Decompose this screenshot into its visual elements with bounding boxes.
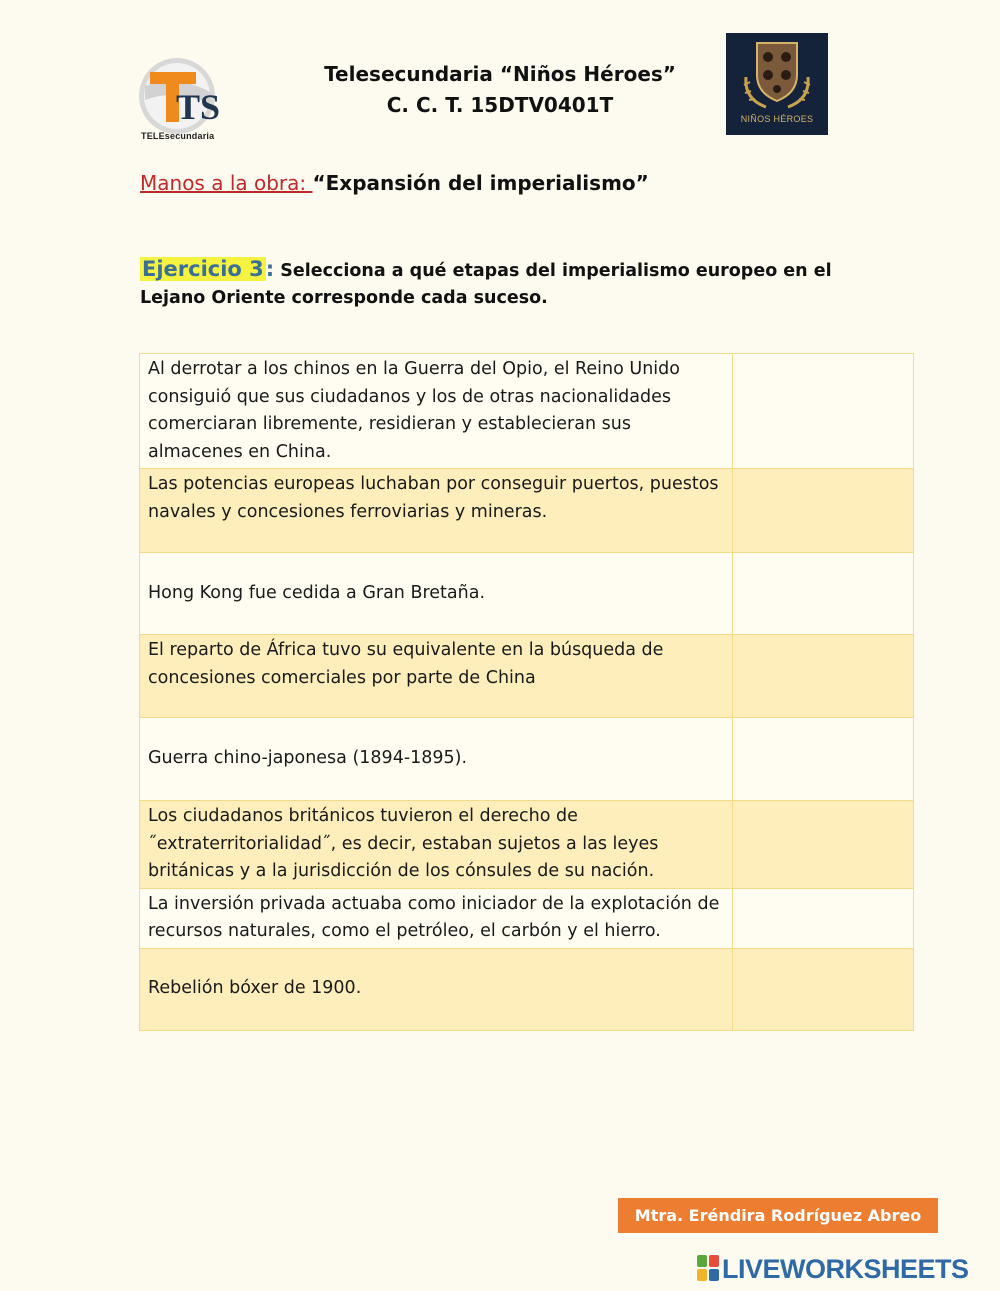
event-text: Hong Kong fue cedida a Gran Bretaña.	[140, 553, 733, 635]
ninos-heroes-crest	[726, 33, 828, 135]
stage-answer-box[interactable]	[733, 635, 914, 718]
table-row	[140, 354, 914, 469]
exercise-number: Ejercicio 3	[142, 257, 264, 281]
stage-answer-box[interactable]	[733, 718, 914, 801]
table-row	[140, 948, 914, 1030]
event-text: La inversión privada actuaba como iniciador de la explotación de recursos naturales, como el petróleo, el carbón y el hierro.	[140, 888, 733, 948]
stage-answer-box[interactable]	[733, 948, 914, 1030]
exercise-colon: :	[265, 257, 275, 281]
event-text: El reparto de África tuvo su equivalente en la búsqueda de concesiones comerciales por parte de China	[140, 635, 733, 718]
table-row	[140, 553, 914, 635]
logo-caption: TELEsecundaria	[141, 131, 215, 141]
table-row	[140, 801, 914, 889]
table-row	[140, 888, 914, 948]
table-row	[140, 635, 914, 718]
liveworksheets-logo-icon	[697, 1255, 719, 1285]
crest-caption: NIÑOS HÉROES	[740, 114, 814, 124]
event-text: Rebelión bóxer de 1900.	[140, 948, 733, 1030]
stage-answer-box[interactable]	[733, 553, 914, 635]
liveworksheets-brand	[697, 1254, 969, 1285]
teacher-name-badge: Mtra. Eréndira Rodríguez Abreo	[618, 1198, 938, 1233]
activity-title	[140, 171, 649, 195]
title-text: “Expansión del imperialismo”	[312, 171, 649, 195]
event-text: Guerra chino-japonesa (1894-1895).	[140, 718, 733, 801]
table-row	[140, 469, 914, 553]
exercise-text: Selecciona a qué etapas del imperialismo europeo en el Lejano Oriente corresponde cada suceso.	[140, 261, 832, 308]
school-code: C. C. T. 15DTV0401T	[386, 93, 614, 117]
event-text: Al derrotar a los chinos en la Guerra del Opio, el Reino Unido consiguió que sus ciudadanos y los de otras nacionalidades comerciaran libremente, residieran y establecieran sus almacenes en China.	[140, 354, 733, 469]
stage-answer-box[interactable]	[733, 801, 914, 889]
event-text: Los ciudadanos británicos tuvieron el derecho de ˝extraterritorialidad˝, es decir, estaban sujetos a las leyes británicas y a la jurisdicción de los cónsules de su nación.	[140, 801, 733, 889]
stage-answer-box[interactable]	[733, 469, 914, 553]
title-label: Manos a la obra:	[140, 171, 313, 195]
table-row	[140, 718, 914, 801]
exercise-instruction	[140, 256, 880, 312]
stage-answer-box[interactable]	[733, 354, 914, 469]
svg-text:TS: TS	[176, 87, 220, 127]
school-name: Telesecundaria “Niños Héroes”	[324, 62, 676, 86]
liveworksheets-wordmark: LIVEWORKSHEETS	[722, 1254, 969, 1284]
events-table	[139, 353, 914, 1031]
stage-answer-box[interactable]	[733, 888, 914, 948]
event-text: Las potencias europeas luchaban por conseguir puertos, puestos navales y concesiones ferroviarias y mineras.	[140, 469, 733, 553]
